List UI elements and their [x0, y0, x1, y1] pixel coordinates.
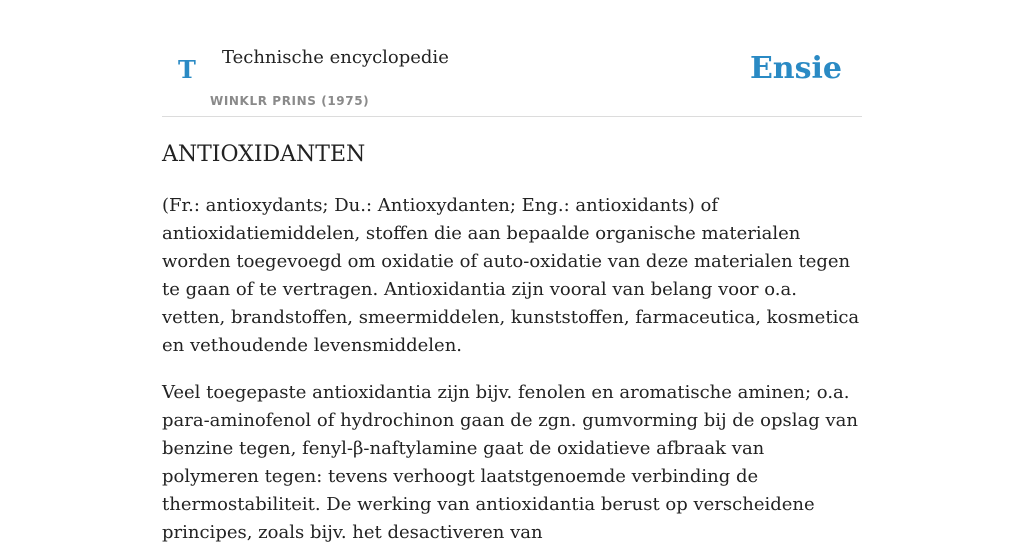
- article-paragraph: (Fr.: antioxydants; Du.: Antioxydanten; Eng.: antioxidants) of antioxidatiemiddelen, stoffen die aan bepaalde organische materialen worden toegevoegd om oxidatie of auto-oxidatie van deze materialen tegen te gaan of te vertragen. Antioxidantia zijn vooral van belang voor o.a. vetten, brandstoffen, smeermiddelen, kunststoffen, farmaceutica, kosmetica en vethoudende levensmiddelen.: [162, 195, 860, 356]
- ensie-logo-link[interactable]: Ensie: [749, 51, 842, 86]
- article-headword: ANTIOXIDANTEN: [162, 142, 366, 167]
- site-header: [162, 0, 862, 117]
- encyclopedia-logo-icon[interactable]: T: [178, 55, 196, 84]
- article: [162, 140, 862, 547]
- source-label: WINKLR PRINS (1975): [210, 94, 370, 108]
- article-paragraph: Veel toegepaste antioxidantia zijn bijv. fenolen en aromatische aminen; o.a. para-aminofenol of hydrochinon gaan de zgn. gumvorming bij de opslag van benzine tegen, fenyl-β-naftylamine gaat de oxidatieve afbraak van polymeren tegen: tevens verhoogt laatstgenoemde verbinding de thermostabiliteit. De werking van antioxidantia berust op verscheidene principes, zoals bijv. het desactiveren van: [162, 382, 858, 543]
- encyclopedia-title-link[interactable]: Technische encyclopedie: [222, 47, 449, 68]
